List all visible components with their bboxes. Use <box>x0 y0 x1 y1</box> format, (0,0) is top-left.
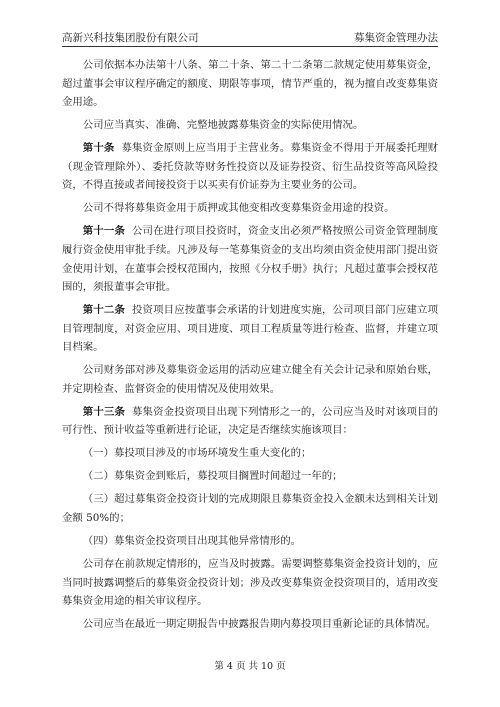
list-item-text: （一）募投项目涉及的市场环境发生重大变化的； <box>82 447 312 460</box>
paragraph-text: 募集资金投资项目出现下列情形之一的，公司应当及时对该项目的可行性、预计收益等重新进行论证，决定是否继续实施该项目： <box>62 405 439 437</box>
page-number: 第 4 页 共 10 页 <box>214 661 286 672</box>
list-item-text: （二）募集资金到账后，募投项目搁置时间超过一年的； <box>82 470 343 483</box>
document-body <box>62 56 438 638</box>
paragraph <box>62 555 438 611</box>
list-item <box>62 467 438 486</box>
list-item <box>62 490 438 527</box>
paragraph <box>62 222 438 296</box>
list-item <box>62 444 438 463</box>
paragraph <box>62 301 438 357</box>
paragraph <box>62 361 438 398</box>
article-number: 第十条 <box>82 142 115 155</box>
paragraph <box>62 139 438 195</box>
paragraph-text: 公司在进行项目投资时，资金支出必须严格按照公司资金管理制度履行资金使用审批手续。凡涉及每一笔募集资金的支出均须由资金使用部门提出资金使用计划，在董事会授权范围内，按照《分权手册》执行；凡超过董事会授权范围的，须报董事会审批。 <box>62 225 439 294</box>
paragraph <box>62 199 438 218</box>
paragraph-text: 公司应当在最近一期定期报告中披露报告期内募投项目重新论证的具体情况。 <box>82 618 437 631</box>
list-item <box>62 532 438 551</box>
article-number: 第十三条 <box>82 405 126 418</box>
paragraph <box>62 56 438 112</box>
paragraph-text: 公司存在前款规定情形的，应当及时披露。需要调整募集资金投资计划的，应当同时披露调整后的募集资金投资计划；涉及改变募集资金投资项目的，适用改变募集资金用途的相关审议程序。 <box>62 557 438 608</box>
list-item-text: （四）募集资金投资项目出现其他异常情形的。 <box>82 534 301 547</box>
paragraph-text: 公司应当真实、准确、完整地披露募集资金的实际使用情况。 <box>82 119 364 132</box>
paragraph-text: 募集资金原则上应当用于主营业务。募集资金不得用于开展委托理财（现金管理除外）、委托贷款等财务性投资以及证券投资、衍生品投资等高风险投资，不得直接或者间接投资于以买卖有价证券为主要业务的公司。 <box>62 142 439 192</box>
paragraph <box>62 615 438 634</box>
paragraph-text: 投资项目应按董事会承诺的计划进度实施，公司项目部门应建立项目管理制度，对资金应用、项目进度、项目工程质量等进行检查、监督，并建立项目档案。 <box>62 304 439 354</box>
paragraph <box>62 403 438 440</box>
page-header <box>62 28 438 47</box>
article-number: 第十一条 <box>82 225 126 238</box>
article-number: 第十二条 <box>82 304 126 317</box>
company-name: 高新兴科技集团股份有限公司 <box>62 32 199 44</box>
paragraph <box>62 116 438 135</box>
list-item-text: （三）超过募集资金投资计划的完成期限且募集资金投入金额未达到相关计划金额 50%的； <box>62 493 438 524</box>
paragraph-text: 公司财务部对涉及募集资金运用的活动应建立健全有关会计记录和原始台账，并定期检查、监督资金的使用情况及使用效果。 <box>62 364 438 395</box>
paragraph-text: 公司不得将募集资金用于质押或其他变相改变募集资金用途的投资。 <box>82 202 395 215</box>
paragraph-text: 公司依据本办法第十八条、第二十条、第二十二条第二款规定使用募集资金，超过董事会审议程序确定的额度、期限等事项，情节严重的，视为擅自改变募集资金用途。 <box>62 59 438 109</box>
document-title: 募集资金管理办法 <box>354 32 438 44</box>
